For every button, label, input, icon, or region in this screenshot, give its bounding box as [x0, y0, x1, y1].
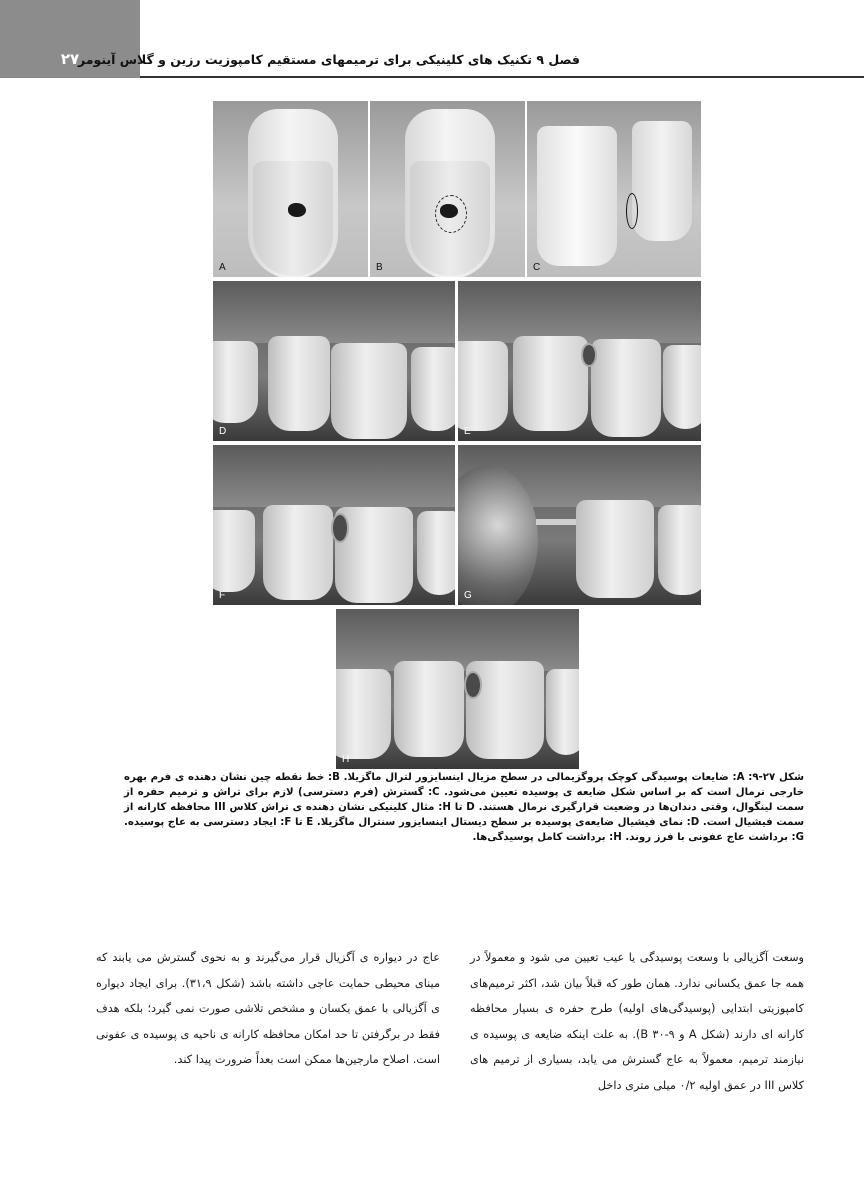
panel-label: E	[464, 426, 471, 437]
tooth	[576, 500, 654, 598]
tooth-model-lingual	[537, 126, 617, 266]
body-text-right-column: وسعت آگزیالی با وسعت پوسیدگی یا عیب تعیین می شود و معمولاً در همه جا عمق یکسانی ندارد. همان طور که قبلاً بیان شد، اکثر ترمیم‌های کامپوزیتی ابتدایی (پوسیدگی‌های اولیه) طرح حفره ی بسیار محافظه کارانه ای دارند (شکل A و B ۳۰-۹). به علت اینکه ضایعه ی پوسیده ی نیازمند ترمیم، معمولاً به عاج گسترش می یابد، بسیاری از ترمیم های کلاس III در عمق اولیه ۰/۲ میلی متری داخل	[470, 951, 805, 1092]
figure-panel-c	[527, 101, 701, 277]
figure-caption: شکل ۲۷-۹: A: ضایعات پوسیدگی کوچک پروگزیمالی در سطح مزیال اینسایزور لترال ماگزیلا. B: خط نقطه چین نشان دهنده ی فرم بهره خارجی نرمال است که بر اساس شکل ضایعه ی پوسیده تعیین می‌شود. C: گسترش (فرم دسترسی) لازم برای تراش و ترمیم حفره از سمت لینگوال، وقتی دندان‌ها در وضعیت قرارگیری نرمال هستند. D تا H: مثال کلینیکی نشان دهنده ی تراش کلاس III محافظه کارانه از سمت فیشیال است. D: نمای فیشیال ضایعه‌ی پوسیده بر سطح دیستال اینسایزور سنترال ماگزیلا. E تا F: ایجاد دسترسی به عاج پوسیده. G: برداشت عاج عفونی با فرز روند. H: برداشت کامل پوسیدگی‌ها.	[124, 772, 805, 843]
page-number: ۲۷	[60, 50, 80, 68]
panel-label: F	[219, 590, 226, 601]
figure-panel-d	[213, 281, 455, 441]
tooth	[213, 510, 255, 592]
tooth	[331, 343, 407, 439]
round-bur	[536, 519, 580, 525]
chapter-title: فصل ۹ تکنیک های کلینیکی برای ترمیمهای مستقیم کامپوزیت رزین و گلاس آینومر	[78, 52, 580, 67]
tooth	[458, 341, 508, 431]
figure-panel-b	[370, 101, 525, 277]
tooth	[546, 669, 579, 755]
figure-panel-g	[458, 445, 701, 605]
panel-label: G	[464, 590, 472, 601]
tooth	[394, 661, 464, 757]
panel-label: H	[342, 754, 350, 765]
tooth	[513, 336, 588, 431]
cavity-preparation	[331, 513, 349, 543]
tooth	[263, 505, 333, 600]
tooth	[213, 341, 258, 423]
lingual-access-outline	[626, 193, 638, 229]
figure-panel-e	[458, 281, 701, 441]
gingiva	[213, 281, 455, 343]
tooth-crown	[253, 161, 333, 276]
figure-panel-f	[213, 445, 455, 605]
body-text-left-column: عاج در دیواره ی آگزیال قرار می‌گیرند و به نحوی گسترش می یابند که مینای محیطی حمایت عاجی داشته باشد (شکل ۳۱،۹). برای ایجاد دیواره ی آگزیالی با عمق یکسان و مشخص تلاشی صورت نمی گیرد؛ بلکه هدف فقط در برگرفتن تا حد امکان محافظه کارانه ی ناحیه ی پوسیده ی عفونی است. اصلاح مارجین‌ها ممکن است بعداً ضرورت پیدا کند.	[96, 951, 441, 1067]
carious-lesion	[440, 204, 458, 218]
carious-lesion	[288, 203, 306, 217]
tooth	[417, 511, 455, 595]
cavity-preparation	[464, 671, 482, 699]
panel-label: D	[219, 426, 227, 437]
tooth	[268, 336, 330, 431]
tooth	[663, 345, 701, 429]
panel-label: A	[219, 262, 226, 273]
tooth	[411, 347, 455, 431]
tooth	[658, 505, 701, 595]
panel-label: B	[376, 262, 383, 273]
figure-panel-a	[213, 101, 368, 277]
tooth	[591, 339, 661, 437]
figure-panel-h	[336, 609, 579, 769]
gingiva	[458, 281, 701, 343]
header-divider	[140, 76, 864, 78]
gingiva	[213, 445, 455, 507]
tooth	[336, 669, 391, 759]
panel-label: C	[533, 262, 541, 273]
cavity-preparation	[581, 343, 597, 367]
tooth-model-adjacent	[632, 121, 692, 241]
